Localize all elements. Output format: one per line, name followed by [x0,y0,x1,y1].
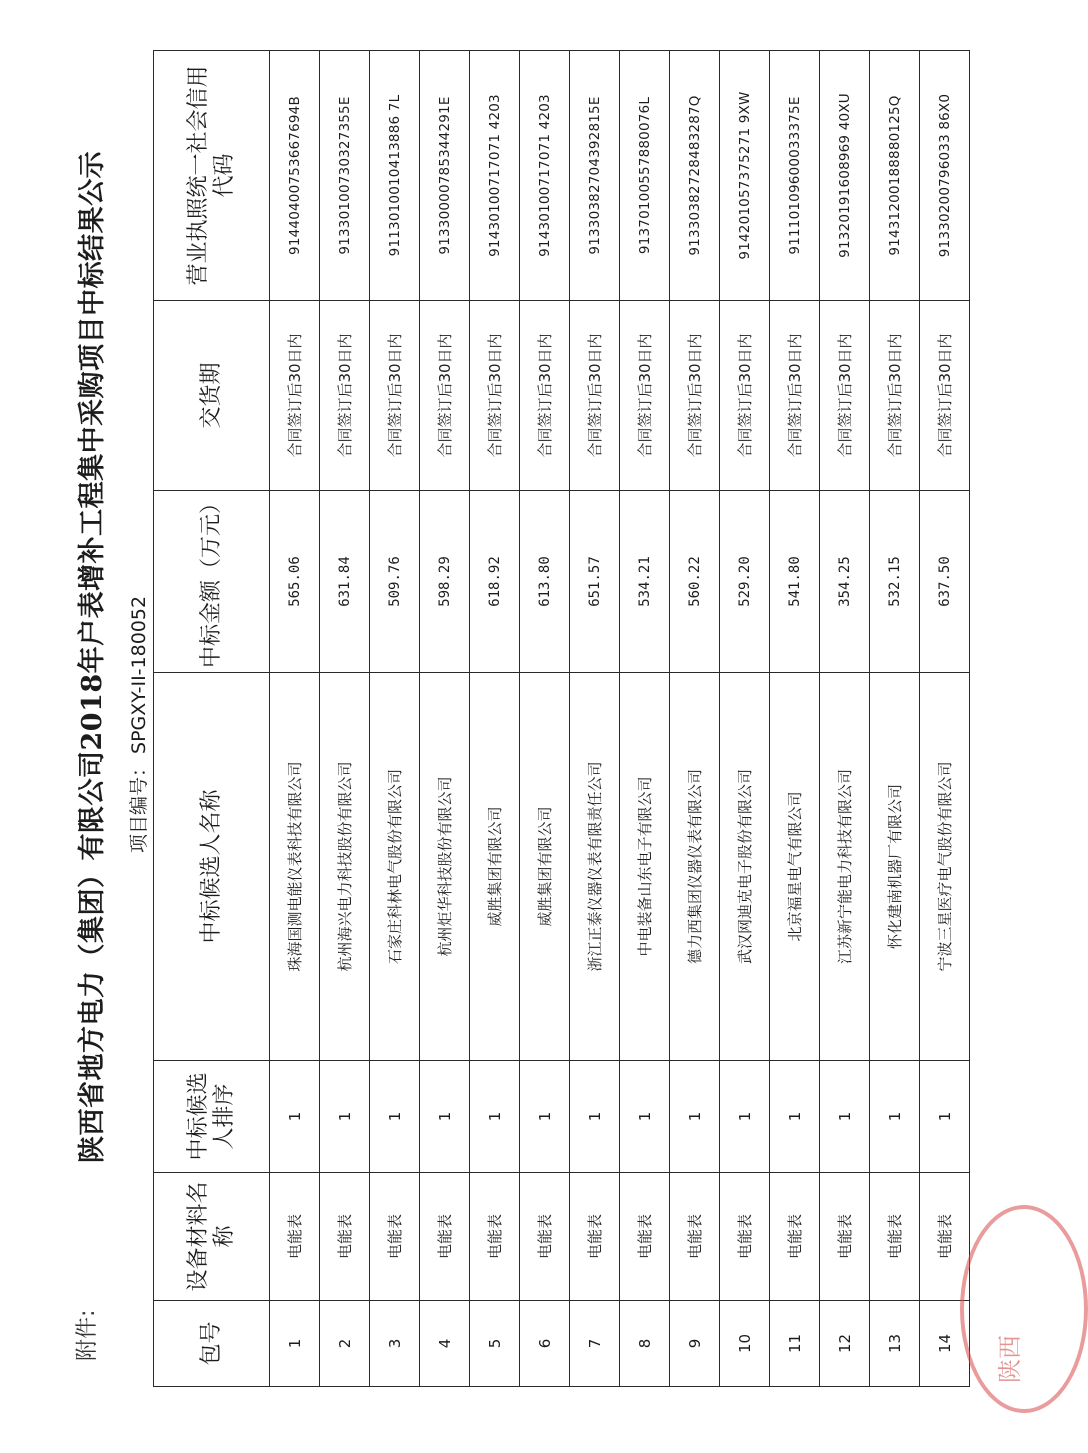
cell-delivery: 合同签订后30日内 [620,301,670,491]
cell-material: 电能表 [570,1173,620,1301]
cell-amount: 529.20 [720,491,770,673]
cell-rank: 1 [470,1061,520,1173]
cell-material: 电能表 [720,1173,770,1301]
header-material: 设备材料名称 [154,1173,270,1301]
header-amount: 中标金额（万元） [154,491,270,673]
cell-rank: 1 [370,1061,420,1173]
cell-amount: 631.84 [320,491,370,673]
table-row [420,51,470,1387]
cell-material: 电能表 [620,1173,670,1301]
cell-amount: 354.25 [820,491,870,673]
cell-delivery: 合同签订后30日内 [870,301,920,491]
cell-credit-code: 91110109600033375E [770,51,820,301]
cell-credit-code: 91440400753667694B [270,51,320,301]
table-row [870,51,920,1387]
cell-rank: 1 [920,1061,970,1173]
cell-package: 5 [470,1301,520,1387]
cell-package: 6 [520,1301,570,1387]
table-row [670,51,720,1387]
cell-credit-code: 91370100557880076L [620,51,670,301]
cell-candidate: 江苏新宁能电力科技有限公司 [820,673,870,1061]
header-delivery: 交货期 [154,301,270,491]
cell-candidate: 威胜集团有限公司 [470,673,520,1061]
cell-material: 电能表 [520,1173,570,1301]
cell-delivery: 合同签订后30日内 [370,301,420,491]
header-rank: 中标候选人排序 [154,1061,270,1173]
cell-rank: 1 [620,1061,670,1173]
table-row [370,51,420,1387]
cell-delivery: 合同签订后30日内 [720,301,770,491]
cell-delivery: 合同签订后30日内 [420,301,470,491]
table-row [470,51,520,1387]
cell-delivery: 合同签订后30日内 [320,301,370,491]
cell-material: 电能表 [470,1173,520,1301]
cell-amount: 534.21 [620,491,670,673]
cell-candidate: 杭州炬华科技股份有限公司 [420,673,470,1061]
cell-credit-code: 91330000785344291E [420,51,470,301]
cell-package: 7 [570,1301,620,1387]
cell-candidate: 威胜集团有限公司 [520,673,570,1061]
cell-material: 电能表 [820,1173,870,1301]
cell-amount: 651.57 [570,491,620,673]
cell-credit-code: 91430100717071 4203 [520,51,570,301]
header-credit-code: 营业执照统一社会信用代码 [154,51,270,301]
cell-candidate: 宁波三星医疗电气股份有限公司 [920,673,970,1061]
project-number-label: 项目编号： [128,757,150,853]
cell-credit-code: 914201057375271 9XW [720,51,770,301]
table-row [520,51,570,1387]
cell-credit-code: 91330382704392815E [570,51,620,301]
cell-amount: 598.29 [420,491,470,673]
cell-candidate: 德力西集团仪器仪表有限公司 [670,673,720,1061]
cell-candidate: 怀化建南机器厂有限公司 [870,673,920,1061]
cell-credit-code: 91330382728483287Q [670,51,720,301]
project-number: SPGXY-II-180052 [128,595,150,754]
cell-material: 电能表 [770,1173,820,1301]
cell-package: 8 [620,1301,670,1387]
cell-delivery: 合同签订后30日内 [470,301,520,491]
table-header-row [154,51,270,1387]
cell-delivery: 合同签订后30日内 [520,301,570,491]
cell-rank: 1 [820,1061,870,1173]
cell-candidate: 杭州海兴电力科技股份有限公司 [320,673,370,1061]
cell-credit-code: 91430100717071 4203 [470,51,520,301]
cell-rank: 1 [570,1061,620,1173]
cell-rank: 1 [520,1061,570,1173]
cell-amount: 560.22 [670,491,720,673]
results-table [153,50,970,1387]
cell-amount: 613.80 [520,491,570,673]
table-row [320,51,370,1387]
cell-amount: 618.92 [470,491,520,673]
cell-candidate: 北京福星电气有限公司 [770,673,820,1061]
cell-material: 电能表 [670,1173,720,1301]
cell-candidate: 浙江正泰仪器仪表有限责任公司 [570,673,620,1061]
cell-material: 电能表 [870,1173,920,1301]
cell-delivery: 合同签订后30日内 [920,301,970,491]
table-row [920,51,970,1387]
table-row [270,51,320,1387]
cell-rank: 1 [320,1061,370,1173]
cell-rank: 1 [670,1061,720,1173]
cell-rank: 1 [770,1061,820,1173]
cell-amount: 637.50 [920,491,970,673]
cell-package: 12 [820,1301,870,1387]
page-title: 陕西省地方电力（集团）有限公司2018年户表增补工程集中采购项目中标结果公示 [77,150,108,1163]
cell-material: 电能表 [270,1173,320,1301]
header-candidate: 中标候选人名称 [154,673,270,1061]
table-row [820,51,870,1387]
cell-package: 9 [670,1301,720,1387]
cell-package: 1 [270,1301,320,1387]
cell-delivery: 合同签订后30日内 [570,301,620,491]
cell-credit-code: 91431200188880125Q [870,51,920,301]
cell-delivery: 合同签订后30日内 [770,301,820,491]
table-body [270,51,970,1387]
cell-amount: 509.76 [370,491,420,673]
stamp-text: 陕西 [996,1335,1024,1383]
project-number-line [124,596,151,853]
cell-amount: 532.15 [870,491,920,673]
cell-delivery: 合同签订后30日内 [820,301,870,491]
cell-material: 电能表 [320,1173,370,1301]
cell-delivery: 合同签订后30日内 [670,301,720,491]
cell-amount: 565.06 [270,491,320,673]
cell-delivery: 合同签订后30日内 [270,301,320,491]
table-row [720,51,770,1387]
cell-package: 14 [920,1301,970,1387]
cell-rank: 1 [270,1061,320,1173]
cell-credit-code: 91330200796033 86X0 [920,51,970,301]
cell-credit-code: 91320191608969 40XU [820,51,870,301]
cell-rank: 1 [870,1061,920,1173]
cell-rank: 1 [420,1061,470,1173]
cell-package: 10 [720,1301,770,1387]
cell-material: 电能表 [920,1173,970,1301]
cell-candidate: 珠海国测电能仪表科技有限公司 [270,673,320,1061]
cell-material: 电能表 [370,1173,420,1301]
cell-package: 3 [370,1301,420,1387]
cell-package: 13 [870,1301,920,1387]
cell-material: 电能表 [420,1173,470,1301]
cell-amount: 541.80 [770,491,820,673]
cell-package: 4 [420,1301,470,1387]
table-row [770,51,820,1387]
cell-candidate: 武汉网迪克电子股份有限公司 [720,673,770,1061]
table-row [570,51,620,1387]
cell-package: 11 [770,1301,820,1387]
cell-credit-code: 9113010010413886 7L [370,51,420,301]
attachment-label: 附件: [75,1309,100,1361]
cell-credit-code: 91330100730327355E [320,51,370,301]
cell-candidate: 石家庄科林电气股份有限公司 [370,673,420,1061]
cell-candidate: 中电装备山东电子有限公司 [620,673,670,1061]
table-row [620,51,670,1387]
header-package: 包号 [154,1301,270,1387]
cell-package: 2 [320,1301,370,1387]
cell-rank: 1 [720,1061,770,1173]
